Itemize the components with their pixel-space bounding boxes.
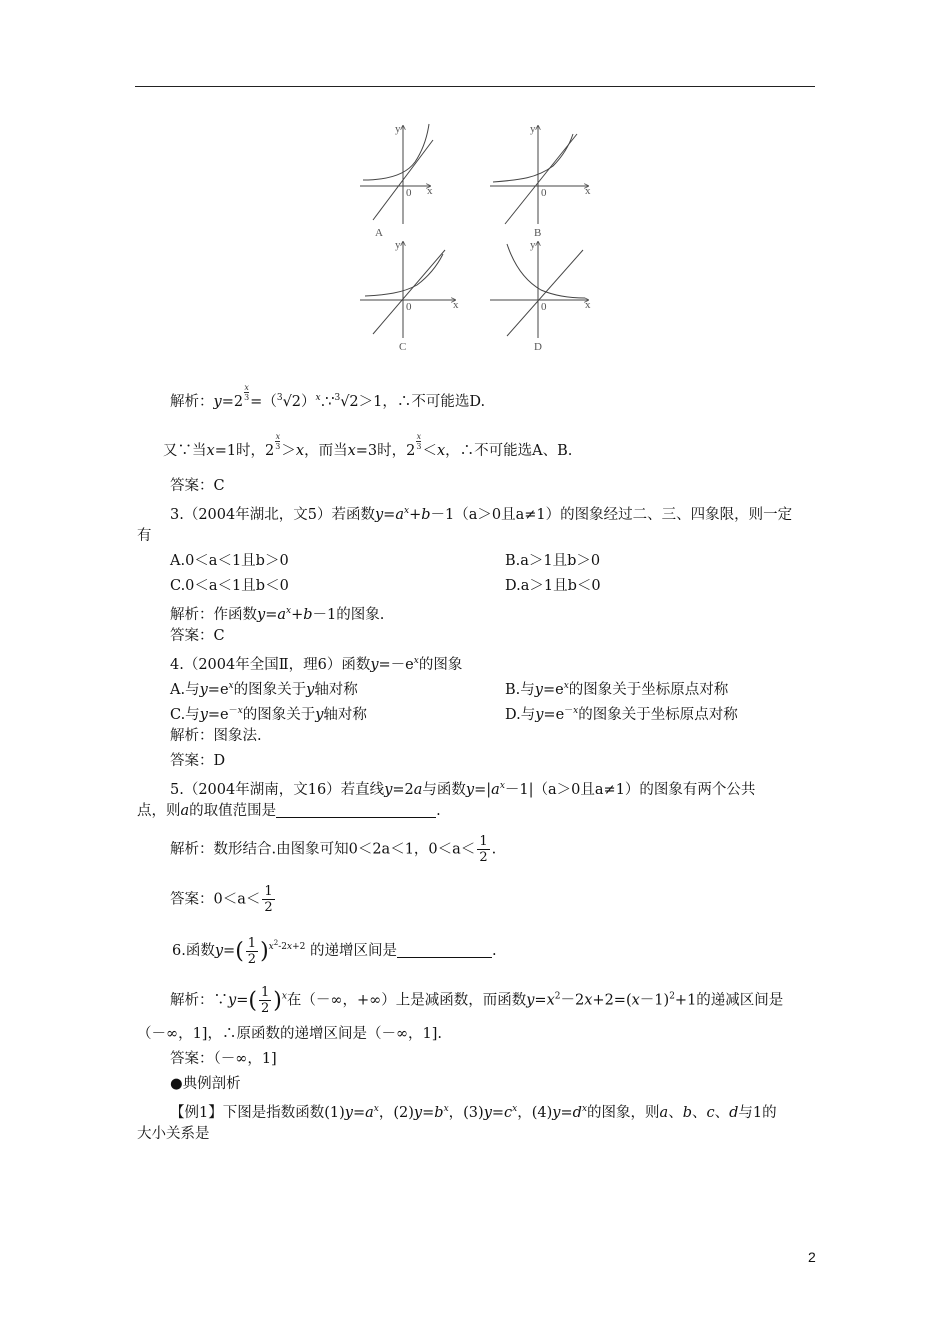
answer-3: 答案：C	[170, 628, 225, 644]
example-1-line-1: 【例1】下图是指数函数$(1)y=a^x$，$(2)y=b^x$，$(3)y=c^x$，$(4)y=d^x$的图象，则a、b、c、d与1的	[170, 1104, 777, 1121]
graph-d	[490, 242, 588, 338]
axis-x-a: x	[427, 185, 433, 197]
graph-a	[360, 124, 433, 224]
label-a: A	[375, 227, 383, 239]
answer-6: 答案：（－∞，1]	[170, 1051, 277, 1067]
graphs-svg	[355, 120, 605, 360]
origin-b: 0	[541, 187, 547, 199]
q4-option-a: A.与$y=e^x$的图象关于y轴对称	[170, 681, 358, 698]
origin-a: 0	[406, 187, 412, 199]
label-d: D	[534, 341, 542, 353]
q4-option-d: D.与$y=e^{-x}$的图象关于坐标原点对称	[505, 706, 738, 723]
axis-x-c: x	[453, 299, 459, 311]
solution-6-line-1: 解析：∵y=( $\frac{1}{2}$ )$^x$在（－∞，+∞）上是减函数，而函数$y=x^2-2x+2=(x-1)^2+1$的递减区间是	[170, 985, 784, 1016]
q3-option-a: A.0＜a＜1且b＞0	[170, 553, 289, 569]
example-1-line-2: 大小关系是	[137, 1126, 210, 1142]
q3-option-d: D.a＞1且b＜0	[505, 578, 601, 594]
axis-y-b: y	[530, 123, 536, 135]
axis-y-c: y	[395, 239, 401, 251]
question-5-line-2: 点，则a的取值范围是 .	[137, 803, 441, 819]
answer-4: 答案：D	[170, 753, 226, 769]
axis-x-b: x	[585, 185, 591, 197]
solution-4: 解析：图象法.	[170, 728, 262, 744]
axis-x-d: x	[585, 299, 591, 311]
solution-2-line-1: 解析：y=2 $\frac{x}{3}$ $=(^3√2)^x.\because^3√2>1$，∴不可能选D.	[170, 383, 486, 410]
question-3-line-1: 3.（2004年湖北，文5）若函数$y=a^x+b-1(a>0$且a≠1）的图象经过二、三、四象限，则一定	[170, 506, 793, 523]
q4-option-b: B.与$y=e^x$的图象关于坐标原点对称	[505, 681, 729, 698]
axis-y-a: y	[395, 123, 401, 135]
q4-option-c: C.与$y=e^{-x}$的图象关于y轴对称	[170, 706, 367, 723]
figure-four-graphs	[355, 120, 605, 360]
label-c: C	[399, 341, 407, 353]
answer-5: 答案：0＜a＜ $\frac{1}{2}$	[170, 884, 273, 915]
solution-3: 解析：作函数$y=a^x+b-1$的图象.	[170, 606, 385, 623]
q3-option-b: B.a＞1且b＞0	[505, 553, 601, 569]
label-b: B	[534, 227, 542, 239]
axis-y-d: y	[530, 239, 536, 251]
question-3-line-2: 有	[137, 528, 152, 544]
solution-6-line-2: （－∞，1]，∴原函数的递增区间是（－∞，1].	[137, 1026, 443, 1042]
graph-c	[360, 242, 455, 338]
page-number: 2	[808, 1249, 816, 1265]
question-4: 4.（2004年全国Ⅱ，理6）函数$y=-e^x$的图象	[170, 656, 463, 673]
question-6: 6.函数y=( $\frac{1}{2}$ )$^{x^2-2x+2}$ 的递增区间是 .	[172, 935, 497, 967]
header-rule	[135, 86, 815, 87]
question-5-line-1: 5.（2004年湖南，文16）若直线y=2a与函数$y=|a^x-1|(a>0$且a≠1）的图象有两个公共	[170, 781, 756, 798]
origin-d: 0	[541, 301, 547, 313]
section-heading: ●典例剖析	[170, 1076, 241, 1092]
answer-2: 答案：C	[170, 478, 225, 494]
graph-b	[490, 126, 588, 224]
q3-option-c: C.0＜a＜1且b＜0	[170, 578, 289, 594]
solution-2-line-2: 又∵当x=1时，2 $\frac{x}{3}$ ＞x，而当x=3时，2 $\frac{x}{3}$ ＜x，∴不可能选A、B.	[163, 432, 573, 459]
origin-c: 0	[406, 301, 412, 313]
solution-5: 解析：数形结合.由图象可知0＜2a＜1，0＜a＜ $\frac{1}{2}$ .	[170, 834, 497, 865]
